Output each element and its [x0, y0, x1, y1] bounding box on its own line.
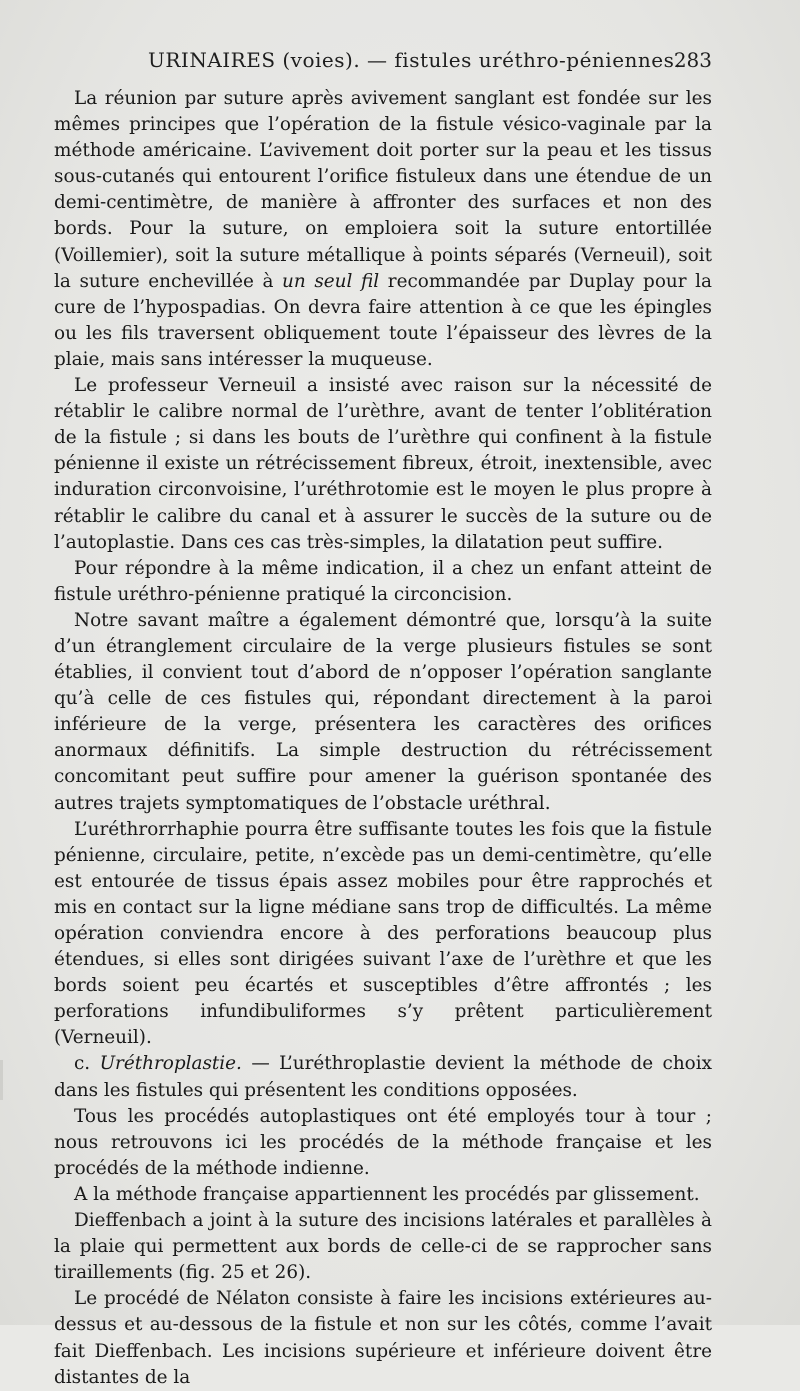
- paragraph-urethrorrhaphie: [54, 817, 712, 1052]
- paragraph-urethrorrhaphie-text: L’uréthrorrhaphie pourra être suffisante toutes les fois que la fistule pénienne, circulaire, petite, n’excède pas un demi-centimètre, qu’elle est entourée de tissus épais assez mobiles pour être rapprochés et mis en contact sur la ligne médiane sans trop de difficultés. La même opération conviendra encore à des perforations beaucoup plus étendues, si elles sont dirigées suivant l’axe de l’urèthre et que les bords soient peu écartés et susceptibles d’être affrontés ; les perforations infundibuliformes s’y prêtent particulièrement (Verneuil).: [54, 818, 712, 1049]
- paragraph-suture-text: La réunion par suture après avivement sanglant est fondée sur les mêmes principes que l’opération de la fistule vésico-vaginale par la méthode américaine. L’avivement doit porter sur la peau et les tissus sous-cutanés qui entourent l’orifice fistuleux dans une étendue de un demi-centimètre, de manière à affronter des surfaces et non des bords. Pour la suture, on emploiera soit la suture entortillée (Voillemier), soit la suture métallique à points séparés (Verneuil), soit la suture enchevillée à: [54, 88, 712, 292]
- paragraph-verneuil: [54, 373, 712, 556]
- paragraph-suture: [54, 86, 712, 373]
- paragraph-nelaton: [54, 1286, 712, 1390]
- page-number: 283: [673, 48, 712, 72]
- paragraph-urethroplastie-after: — L’uréthroplastie devient la méthode de choix dans les fistules qui présentent les conditions opposées.: [54, 1053, 712, 1101]
- paragraph-suture-italic: un seul fil: [282, 270, 380, 292]
- paragraph-procedes-text: Tous les procédés autoplastiques ont été employés tour à tour ; nous retrouvons ici les procédés de la méthode française et les procédés de la méthode indienne.: [54, 1105, 712, 1179]
- section-heading-urethroplastie: Uréthroplastie.: [99, 1053, 242, 1075]
- body-text: [54, 86, 712, 1391]
- paragraph-suture-after: recommandée par Duplay pour la cure de l’hypospadias. On devra faire attention à ce que les épingles ou les fils traversent obliquement toute l’épaisseur des lèvres de la plaie, mais sans intéresser la muqueuse.: [54, 270, 712, 370]
- paragraph-urethroplastie-prefix: c.: [74, 1053, 100, 1075]
- paragraph-urethroplastie: [54, 1051, 712, 1103]
- page-edge-shadow: [0, 1060, 3, 1100]
- paragraph-procedes: [54, 1104, 712, 1182]
- paragraph-nelaton-text: Le procédé de Nélaton consiste à faire les incisions extérieures au-dessus et au-dessous de la fistule et non sur les côtés, comme l’avait fait Dieffenbach. Les incisions supérieure et inférieure doivent être distantes de la: [54, 1288, 712, 1388]
- running-title: URINAIRES (voies). — fistules uréthro-péniennes.: [148, 48, 682, 72]
- paragraph-dieffenbach-text: Dieffenbach a joint à la suture des incisions latérales et parallèles à la plaie qui permettent aux bords de celle-ci de se rapprocher sans tiraillements (fig. 25 et 26).: [54, 1210, 712, 1284]
- paragraph-circoncision: [54, 556, 712, 608]
- running-header: [148, 48, 712, 78]
- paragraph-methode-francaise: [54, 1182, 712, 1208]
- paragraph-etranglement: [54, 608, 712, 817]
- paragraph-circoncision-text: Pour répondre à la même indication, il a chez un enfant atteint de fistule uréthro-pénienne pratiqué la circoncision.: [54, 557, 712, 605]
- paragraph-verneuil-text: Le professeur Verneuil a insisté avec raison sur la nécessité de rétablir le calibre normal de l’urèthre, avant de tenter l’oblitération de la fistule ; si dans les bouts de l’urèthre qui confinent à la fistule pénienne il existe un rétrécissement fibreux, étroit, inextensible, avec induration circonvoisine, l’uréthrotomie est le moyen le plus propre à rétablir le calibre du canal et à assurer le succès de la suture ou de l’autoplastie. Dans ces cas très-simples, la dilatation peut suffire.: [54, 375, 712, 553]
- paragraph-etranglement-text: Notre savant maître a également démontré que, lorsqu’à la suite d’un étranglement circulaire de la verge plusieurs fistules se sont établies, il convient tout d’abord de n’opposer l’opération sanglante qu’à celle de ces fistules qui, répondant directement à la paroi inférieure de la verge, présentera les caractères des orifices anormaux définitifs. La simple destruction du rétrécissement concomitant peut suffire pour amener la guérison spontanée des autres trajets symptomatiques de l’obstacle uréthral.: [54, 609, 712, 814]
- paragraph-methode-francaise-text: A la méthode française appartiennent les procédés par glissement.: [74, 1183, 700, 1205]
- paragraph-dieffenbach: [54, 1208, 712, 1286]
